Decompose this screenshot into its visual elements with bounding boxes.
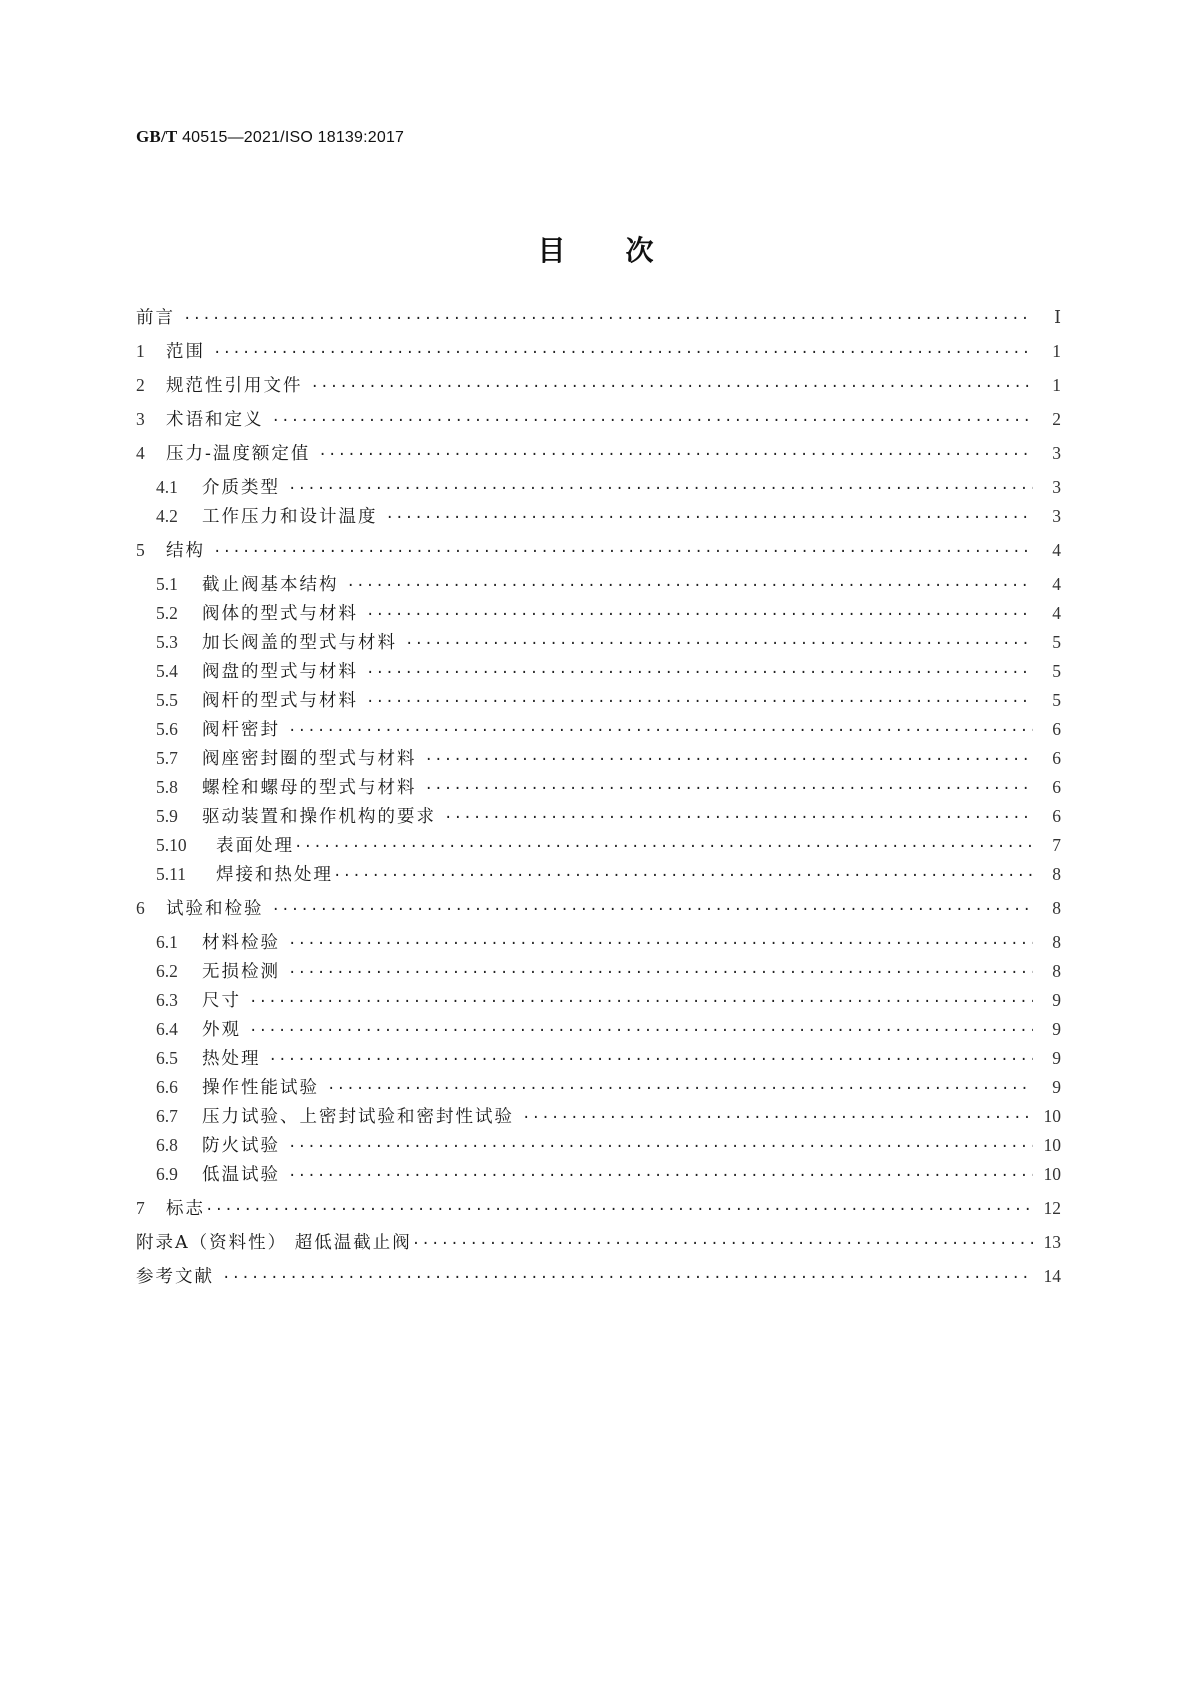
toc-leader-dots (327, 1077, 1033, 1101)
toc-entry-title: 材料检验 (202, 933, 280, 953)
toc-entry-number: 5.9 (156, 806, 178, 826)
toc-leader-dots (522, 1106, 1033, 1130)
toc-entry-5-9[interactable] (156, 804, 1061, 828)
toc-entry-5-1[interactable] (156, 572, 1061, 596)
toc-entry-number: 6.8 (156, 1135, 178, 1155)
toc-entry-page: 4 (1052, 574, 1061, 594)
toc-entry-title: 参考文献 (136, 1267, 214, 1287)
toc-entry-6-6[interactable] (156, 1075, 1061, 1099)
toc-entry-title: 阀体的型式与材料 (202, 604, 358, 624)
toc-entry-number: 6.9 (156, 1164, 178, 1184)
toc-entry-page: 6 (1052, 806, 1061, 826)
toc-entry-2[interactable] (136, 373, 1061, 397)
toc-leader-dots (213, 540, 1033, 564)
toc-entry-5-4[interactable] (156, 659, 1061, 683)
standard-number-header (136, 127, 404, 147)
toc-leader-dots (249, 1019, 1033, 1043)
toc-entry-page: 5 (1052, 690, 1061, 710)
toc-leader-dots (347, 574, 1034, 598)
toc-entry-5-5[interactable] (156, 688, 1061, 712)
toc-leader-dots (294, 835, 1033, 859)
toc-entry-title: 热处理 (202, 1049, 261, 1069)
toc-entry-6-2[interactable] (156, 959, 1061, 983)
toc-entry-page: 8 (1052, 864, 1061, 884)
toc-entry-6-3[interactable] (156, 988, 1061, 1012)
toc-entry-6-4[interactable] (156, 1017, 1061, 1041)
toc-entry-page: Ⅰ (1054, 307, 1061, 327)
toc-entry-5-8[interactable] (156, 775, 1061, 799)
toc-entry-1[interactable] (136, 339, 1061, 363)
toc-entry-title: 外观 (202, 1020, 241, 1040)
toc-entry-5-3[interactable] (156, 630, 1061, 654)
toc-entry-number: 3 (136, 409, 145, 429)
toc-leader-dots (425, 777, 1034, 801)
toc-entry-title: 工作压力和设计温度 (202, 507, 378, 527)
toc-entry-title: 表面处理 (216, 836, 294, 856)
toc-leader-dots (288, 1135, 1033, 1159)
toc-entry-title: 无损检测 (202, 962, 280, 982)
toc-entry-number: 7 (136, 1198, 145, 1218)
toc-entry-page: 9 (1052, 1048, 1061, 1068)
toc-entry-page: 12 (1043, 1198, 1061, 1218)
toc-entry-title: 焊接和热处理 (216, 865, 333, 885)
toc-entry-page: 4 (1052, 540, 1061, 560)
toc-entry-title: 附录A（资料性） 超低温截止阀 (136, 1233, 412, 1253)
toc-entry-number: 5.2 (156, 603, 178, 623)
toc-entry-6-7[interactable] (156, 1104, 1061, 1128)
toc-entry-4-1[interactable] (156, 475, 1061, 499)
toc-entry-title: 标志 (166, 1199, 205, 1219)
toc-entry-page: 6 (1052, 748, 1061, 768)
toc-entry-title: 防火试验 (202, 1136, 280, 1156)
toc-entry-page: 6 (1052, 777, 1061, 797)
toc-entry-number: 5.10 (156, 835, 187, 855)
toc-entry-page: 2 (1052, 409, 1061, 429)
toc-entry-page: 13 (1043, 1232, 1061, 1252)
toc-entry-preface[interactable] (136, 305, 1061, 329)
toc-entry-number: 6.3 (156, 990, 178, 1010)
toc-entry-5-6[interactable] (156, 717, 1061, 741)
toc-entry-page: 3 (1052, 506, 1061, 526)
toc-entry-4[interactable] (136, 441, 1061, 465)
toc-entry-title: 范围 (166, 342, 205, 362)
toc-entry-page: 8 (1052, 932, 1061, 952)
page-title: 目次 (537, 234, 714, 267)
toc-entry-number: 5.6 (156, 719, 178, 739)
toc-leader-dots (222, 1266, 1033, 1290)
toc-entry-page: 6 (1052, 719, 1061, 739)
toc-entry-title: 术语和定义 (166, 410, 264, 430)
toc-entry-4-2[interactable] (156, 504, 1061, 528)
toc-leader-dots (366, 603, 1033, 627)
toc-entry-7[interactable] (136, 1196, 1061, 1220)
toc-entry-number: 6.4 (156, 1019, 178, 1039)
toc-entry-page: 9 (1052, 990, 1061, 1010)
toc-entry-title: 阀座密封圈的型式与材料 (202, 749, 417, 769)
toc-leader-dots (366, 661, 1033, 685)
standard-code: 40515—2021/ISO 18139:2017 (177, 129, 405, 146)
toc-entry-6-9[interactable] (156, 1162, 1061, 1186)
toc-entry-page: 5 (1052, 661, 1061, 681)
toc-leader-dots (183, 307, 1033, 331)
toc-leader-dots (444, 806, 1033, 830)
toc-entry-title: 压力试验、上密封试验和密封性试验 (202, 1107, 514, 1127)
toc-leader-dots (272, 898, 1034, 922)
toc-entry-number: 6.7 (156, 1106, 178, 1126)
toc-entry-5-2[interactable] (156, 601, 1061, 625)
toc-entry-5[interactable] (136, 538, 1061, 562)
toc-leader-dots (272, 409, 1034, 433)
toc-leader-dots (425, 748, 1034, 772)
toc-entry-number: 5.11 (156, 864, 186, 884)
toc-entry-page: 10 (1043, 1164, 1061, 1184)
toc-entry-page: 3 (1052, 477, 1061, 497)
toc-leader-dots (288, 961, 1033, 985)
toc-entry-title: 加长阀盖的型式与材料 (202, 633, 397, 653)
toc-entry-page: 9 (1052, 1019, 1061, 1039)
toc-entry-5-10[interactable] (156, 833, 1061, 857)
toc-entry-title: 试验和检验 (166, 899, 264, 919)
toc-entry-number: 4.1 (156, 477, 178, 497)
toc-entry-page: 4 (1052, 603, 1061, 623)
toc-leader-dots (405, 632, 1033, 656)
toc-entry-3[interactable] (136, 407, 1061, 431)
toc-entry-title: 尺寸 (202, 991, 241, 1011)
toc-entry-6-1[interactable] (156, 930, 1061, 954)
toc-entry-number: 5 (136, 540, 145, 560)
toc-leader-dots (269, 1048, 1034, 1072)
toc-entry-page: 10 (1043, 1106, 1061, 1126)
toc-leader-dots (213, 341, 1033, 365)
toc-entry-title: 操作性能试验 (202, 1078, 319, 1098)
toc-entry-page: 10 (1043, 1135, 1061, 1155)
toc-leader-dots (288, 1164, 1033, 1188)
toc-leader-dots (386, 506, 1034, 530)
toc-entry-6-8[interactable] (156, 1133, 1061, 1157)
toc-entry-title: 阀盘的型式与材料 (202, 662, 358, 682)
toc-entry-page: 9 (1052, 1077, 1061, 1097)
toc-entry-title: 前言 (136, 308, 175, 328)
toc-entry-page: 1 (1052, 341, 1061, 361)
toc-entry-number: 5.8 (156, 777, 178, 797)
toc-entry-page: 7 (1052, 835, 1061, 855)
toc-leader-dots (412, 1232, 1033, 1256)
toc-entry-number: 6.6 (156, 1077, 178, 1097)
toc-entry-page: 3 (1052, 443, 1061, 463)
toc-entry-page: 8 (1052, 898, 1061, 918)
toc-leader-dots (249, 990, 1033, 1014)
toc-entry-number: 6.5 (156, 1048, 178, 1068)
toc-entry-title: 规范性引用文件 (166, 376, 303, 396)
toc-leader-dots (288, 932, 1033, 956)
toc-entry-number: 6 (136, 898, 145, 918)
toc-entry-title: 阀杆密封 (202, 720, 280, 740)
toc-entry-6-5[interactable] (156, 1046, 1061, 1070)
toc-entry-number: 5.1 (156, 574, 178, 594)
standard-prefix: GB/T (136, 127, 178, 146)
toc-entry-number: 2 (136, 375, 145, 395)
toc-leader-dots (288, 719, 1033, 743)
toc-leader-dots (318, 443, 1033, 467)
toc-entry-number: 5.4 (156, 661, 178, 681)
toc-entry-number: 6.2 (156, 961, 178, 981)
toc-entry-number: 5.7 (156, 748, 178, 768)
toc-entry-5-11[interactable] (156, 862, 1061, 886)
toc-entry-title: 结构 (166, 541, 205, 561)
toc-leader-dots (288, 477, 1033, 501)
toc-entry-bibliography[interactable] (136, 1264, 1061, 1288)
toc-entry-title: 截止阀基本结构 (202, 575, 339, 595)
toc-entry-number: 4.2 (156, 506, 178, 526)
toc-entry-title: 阀杆的型式与材料 (202, 691, 358, 711)
toc-entry-number: 1 (136, 341, 145, 361)
toc-entry-title: 螺栓和螺母的型式与材料 (202, 778, 417, 798)
toc-leader-dots (366, 690, 1033, 714)
toc-entry-6[interactable] (136, 896, 1061, 920)
toc-leader-dots (205, 1198, 1033, 1222)
toc-entry-number: 6.1 (156, 932, 178, 952)
toc-entry-page: 1 (1052, 375, 1061, 395)
toc-entry-title: 驱动装置和操作机构的要求 (202, 807, 436, 827)
toc-entry-title: 低温试验 (202, 1165, 280, 1185)
toc-leader-dots (333, 864, 1033, 888)
toc-entry-page: 8 (1052, 961, 1061, 981)
toc-entry-page: 5 (1052, 632, 1061, 652)
toc-entry-title: 压力-温度额定值 (166, 444, 311, 464)
toc-entry-5-7[interactable] (156, 746, 1061, 770)
toc-entry-number: 5.5 (156, 690, 178, 710)
toc-entry-title: 介质类型 (202, 478, 280, 498)
toc-leader-dots (311, 375, 1034, 399)
toc-entry-number: 5.3 (156, 632, 178, 652)
toc-entry-annex-a[interactable] (136, 1230, 1061, 1254)
toc-entry-number: 4 (136, 443, 145, 463)
toc-entry-page: 14 (1043, 1266, 1061, 1286)
